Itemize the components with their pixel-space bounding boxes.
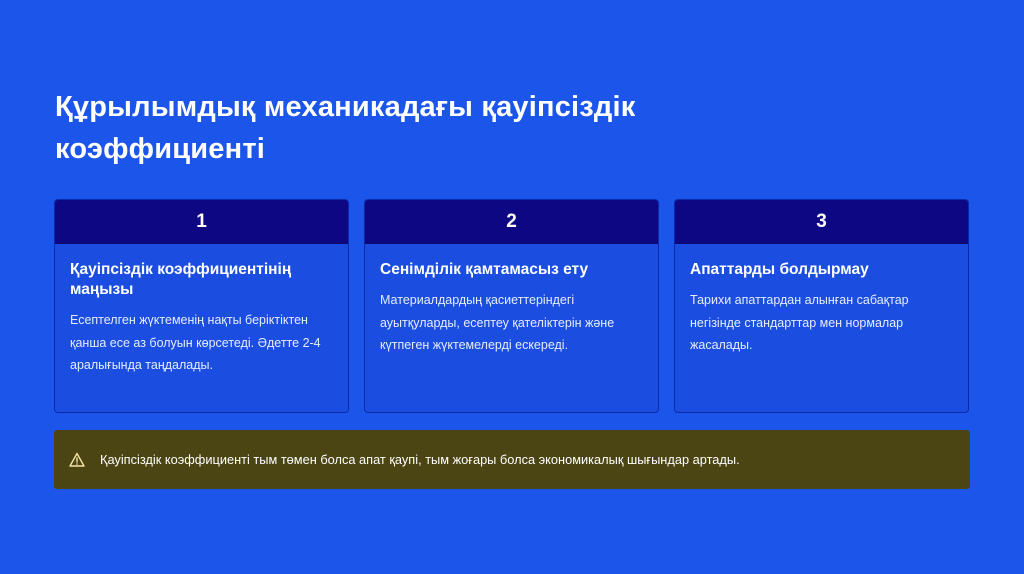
warning-icon [69,452,85,468]
card-2 [364,199,659,413]
card-number: 1 [55,200,348,244]
card-1 [54,199,349,413]
card-title: Апаттарды болдырмау [690,261,869,278]
card-number: 3 [675,200,968,244]
warning-note [54,430,970,489]
card-body: Есептелген жүктеменің нақты беріктіктен қанша есе аз болуын көрсетеді. Әдетте 2-4 аралығында таңдалады. [70,313,321,372]
warning-text: Қауіпсіздік коэффициенті тым төмен болса апат қаупі, тым жоғары болса экономикалық шығындар артады. [100,452,740,467]
card-title: Сенімділік қамтамасыз ету [380,261,589,278]
card-body: Тарихи апаттардан алынған сабақтар негізінде стандарттар мен нормалар жасалады. [690,293,909,352]
card-number: 2 [365,200,658,244]
card-body: Материалдардың қасиеттеріндегі ауытқуларды, есептеу қателіктерін және күтпеген жүктемелерді ескереді. [380,293,615,352]
card-title: Қауіпсіздік коэффициентінің маңызы [70,261,292,298]
card-3 [674,199,969,413]
slide-title: Құрылымдық механикадағы қауіпсіздік коэффициенті [55,91,636,165]
card-row [54,199,971,415]
